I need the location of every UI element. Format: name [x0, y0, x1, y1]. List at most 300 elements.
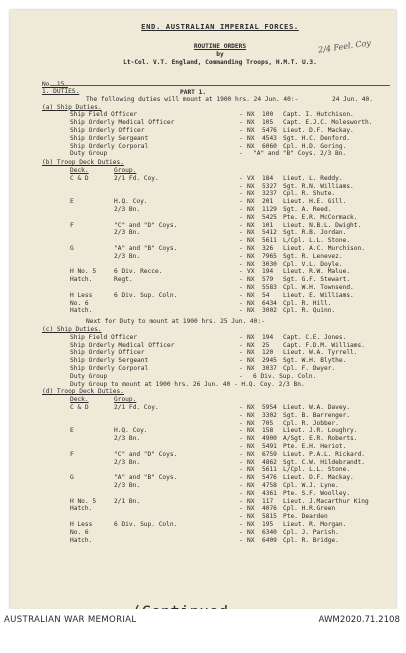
- deck-label: H No. 5: [70, 268, 97, 276]
- dash: -: [239, 411, 243, 419]
- officer-name: Capt. F.D.M. Williams.: [283, 341, 365, 349]
- service-number: 705: [262, 419, 274, 427]
- service-prefix: NX: [247, 229, 255, 237]
- service-number: 6060: [262, 142, 277, 150]
- troop-duty-row: [50, 435, 390, 443]
- group-label: 2/1 Fd. Coy.: [114, 174, 159, 182]
- troop-duties-heading: [42, 159, 390, 167]
- service-prefix: VX: [247, 174, 255, 182]
- group-header: Group.: [114, 167, 137, 174]
- personnel-name: Lieut. J.Macarthur King: [283, 497, 369, 505]
- deck-label: E: [70, 427, 74, 435]
- service-number: 3030: [262, 260, 277, 268]
- service-prefix: VX: [247, 268, 255, 276]
- troop-duty-row: [50, 498, 390, 506]
- service-prefix: NX: [247, 237, 255, 245]
- service-prefix: NX: [247, 206, 255, 213]
- dash: -: [239, 365, 243, 372]
- group-label: Regt.: [114, 276, 133, 284]
- personnel-name: L/Cpl. L.L. Stone.: [283, 237, 351, 245]
- officer-name: Capt. C.E. Jones.: [283, 333, 347, 341]
- service-number: 4758: [262, 482, 277, 489]
- ship-duties-heading: [42, 326, 390, 334]
- duty-role: Ship Orderly Officer: [70, 127, 145, 134]
- group-label: 2/1 Bn.: [114, 497, 141, 505]
- routine-orders-heading: ROUTINE ORDERS: [193, 43, 247, 50]
- service-number: 6340: [262, 528, 277, 536]
- orders-content: [42, 10, 390, 609]
- personnel-name: Cpl. R. Shute.: [283, 190, 336, 198]
- ship-duty-row: [50, 143, 390, 151]
- personnel-name: Cpl. W.H. Townsend.: [283, 284, 354, 291]
- dash: -: [239, 505, 243, 513]
- dash: -: [239, 307, 243, 315]
- dash: -: [239, 497, 243, 505]
- troop-duty-row: [50, 245, 390, 253]
- service-number: 5425: [262, 213, 277, 221]
- service-number: 5583: [262, 284, 277, 291]
- personnel-name: A/Sgt. E.R. Roberts.: [283, 435, 358, 443]
- service-number: 4900: [262, 435, 277, 443]
- dash: -: [239, 150, 243, 158]
- troop-duty-row: [50, 175, 390, 183]
- dash: -: [239, 276, 243, 284]
- troop-duty-row: [50, 505, 390, 513]
- by-line: by: [216, 51, 224, 58]
- duty-group-name: 6 Div. Sup. Coln.: [253, 372, 317, 380]
- personnel-name: Pte. E.R. McCormack.: [283, 213, 358, 221]
- dash: -: [239, 513, 243, 521]
- ship-duty-row: [50, 111, 390, 119]
- personnel-name: Cpl. W.J. Lyne.: [283, 482, 339, 489]
- service-prefix: NX: [247, 536, 255, 544]
- troop-duty-row: [50, 412, 390, 420]
- dash: -: [239, 489, 243, 497]
- deck-label: No. 6: [70, 528, 89, 536]
- group-label: "A" and "B" Coys.: [114, 474, 178, 482]
- service-number: 101: [262, 221, 274, 229]
- officer-name: Capt. I. Hutchison.: [283, 111, 354, 119]
- personnel-name: Lieut. P.A.L. Rickard.: [283, 450, 365, 458]
- dash: -: [239, 299, 243, 307]
- duty-role: Ship Orderly Corporal: [70, 142, 149, 150]
- personnel-name: Sgt. R. Lenevez.: [283, 252, 343, 260]
- service-number: 4543: [262, 134, 277, 142]
- deck-label: G: [70, 474, 74, 482]
- service-number: 6434: [262, 299, 277, 307]
- service-prefix: NX: [247, 252, 255, 260]
- personnel-name: Sgt. C.W. Hildebrandt.: [283, 458, 365, 466]
- troop-duty-row: [50, 490, 390, 498]
- troop-duty-row: [50, 261, 390, 269]
- troop-duty-row: [50, 466, 390, 474]
- officer-name: Lieut. W.A. Tyrrell.: [283, 349, 358, 357]
- service-number: 4076: [262, 505, 277, 513]
- group-label: 2/3 Bn.: [114, 252, 141, 260]
- troop-duty-row: [50, 427, 390, 435]
- duty-role: Ship Orderly Officer: [70, 349, 145, 357]
- group-label: 2/3 Bn.: [114, 458, 141, 466]
- duty-role: Ship Field Officer: [70, 333, 138, 341]
- deck-label: Hatch.: [70, 505, 93, 513]
- ship-duty-row: [50, 342, 390, 350]
- troop-duty-row: [50, 222, 390, 230]
- ship-duty-row: [50, 373, 390, 381]
- service-prefix: NX: [247, 276, 255, 284]
- next-duty-line: [50, 318, 390, 326]
- personnel-name: Cpl. R. Jobber.: [283, 419, 339, 427]
- service-prefix: NX: [247, 127, 255, 134]
- troop-duty-row: [50, 214, 390, 222]
- troop-duty-row: [50, 420, 390, 428]
- dash: -: [239, 174, 243, 182]
- duty-role: Duty Group: [70, 372, 108, 380]
- personnel-name: Sgt. R.B. Jordan.: [283, 229, 347, 237]
- service-prefix: NX: [247, 182, 255, 190]
- service-prefix: NX: [247, 450, 255, 458]
- personnel-name: Pte. Dearden: [283, 513, 328, 521]
- dash: -: [239, 458, 243, 466]
- troop-duty-row: [50, 529, 390, 537]
- order-date: 24 Jun. 40.: [332, 96, 373, 104]
- personnel-name: Lieut. H.E. Gill.: [283, 198, 347, 206]
- service-prefix: NX: [247, 341, 255, 349]
- service-number: 117: [262, 497, 274, 505]
- troop-duty-row: [50, 482, 390, 490]
- ship-duty-row: [50, 119, 390, 127]
- troop-duty-row: [50, 513, 390, 521]
- duty-role: Ship Orderly Sergeant: [70, 357, 149, 365]
- service-number: 5954: [262, 404, 277, 411]
- service-prefix: NX: [247, 307, 255, 315]
- personnel-name: Lieut. L. Reddy.: [283, 174, 343, 182]
- troop-duty-row: [50, 206, 390, 214]
- service-prefix: NX: [247, 284, 255, 291]
- service-number: 1129: [262, 206, 277, 213]
- deck-label: C & D: [70, 404, 89, 411]
- troop-duty-row: [50, 237, 390, 245]
- duties-heading: [42, 88, 390, 96]
- mount-note: Duty Group to mount at 1900 hrs. 26 Jun. 40 - H.Q. Coy. 2/3 Bn.: [70, 380, 305, 388]
- deck-label: C & D: [70, 174, 89, 182]
- dash: -: [239, 474, 243, 482]
- service-number: 184: [262, 174, 274, 182]
- personnel-name: Lieut. E. Williams.: [283, 291, 354, 299]
- dash: -: [239, 119, 243, 127]
- personnel-name: Lieut. W.A. Davey.: [283, 404, 351, 411]
- dash: -: [239, 245, 243, 252]
- service-prefix: NX: [247, 333, 255, 341]
- service-prefix: NX: [247, 411, 255, 419]
- dash: -: [239, 372, 243, 380]
- troop-duty-row: [50, 276, 390, 284]
- service-number: 5611: [262, 237, 277, 245]
- service-prefix: NX: [247, 482, 255, 489]
- group-label: 2/3 Bn.: [114, 229, 141, 237]
- duties-intro: [50, 96, 390, 104]
- group-label: 6 Div. Sup. Coln.: [114, 521, 178, 528]
- group-label: H.Q. Coy.: [114, 427, 148, 435]
- dash: -: [239, 427, 243, 435]
- group-label: "C" and "D" Coys.: [114, 221, 178, 229]
- dash: -: [239, 528, 243, 536]
- service-prefix: NX: [247, 190, 255, 198]
- troop-col-header: [50, 396, 390, 404]
- ship-duty-row: [50, 357, 390, 365]
- service-prefix: NX: [247, 458, 255, 466]
- dash: -: [239, 291, 243, 299]
- service-prefix: NX: [247, 466, 255, 474]
- dash: -: [239, 536, 243, 544]
- service-prefix: NX: [247, 419, 255, 427]
- service-prefix: NX: [247, 111, 255, 119]
- personnel-name: Lieut. N.B.L. Dwight.: [283, 221, 362, 229]
- service-prefix: NX: [247, 474, 255, 482]
- troop-duty-row: [50, 307, 390, 315]
- personnel-name: Pte. S.F. Woolley.: [283, 489, 351, 497]
- dash: -: [239, 341, 243, 349]
- service-prefix: NX: [247, 489, 255, 497]
- service-number: 194: [262, 268, 274, 276]
- subsection-heading: (d) Troop Deck Duties.: [42, 388, 124, 396]
- service-prefix: NX: [247, 213, 255, 221]
- personnel-name: Cpl. R. Bridge.: [283, 536, 339, 544]
- dash: -: [239, 127, 243, 134]
- duty-role: Ship Orderly Medical Officer: [70, 119, 175, 127]
- service-number: 158: [262, 427, 274, 435]
- next-duty-text: Next for Duty to mount at 1900 hrs. 25 Jun. 40:-: [86, 318, 265, 326]
- service-prefix: NX: [247, 404, 255, 411]
- service-number: 3302: [262, 411, 277, 419]
- service-prefix: NX: [247, 198, 255, 206]
- intro-text: The following duties will mount at 1900 hrs. 24 Jun. 40:-: [86, 95, 299, 103]
- personnel-name: Sgt. B. Barrenger.: [283, 411, 351, 419]
- ship-duty-row: [50, 349, 390, 357]
- subsection-heading: (c) Ship Duties.: [42, 326, 102, 333]
- personnel-name: Lieut. D.F. Mackay.: [283, 474, 354, 482]
- officer-name: Cpl. H.D. Goring.: [283, 142, 347, 150]
- document-page: [10, 10, 396, 609]
- ship-duty-row: [50, 150, 390, 158]
- troop-duty-row: [50, 268, 390, 276]
- personnel-name: Cpl. R. Hill.: [283, 299, 332, 307]
- deck-label: Hatch.: [70, 276, 93, 284]
- service-number: 195: [262, 521, 274, 528]
- deck-header: Deck.: [70, 396, 89, 404]
- personnel-name: L/Cpl. L.L. Stone.: [283, 466, 351, 474]
- personnel-name: Sgt. A. Reed.: [283, 206, 332, 213]
- dash: -: [239, 134, 243, 142]
- archive-footer: [0, 609, 406, 653]
- dash: -: [239, 419, 243, 427]
- service-number: 4862: [262, 458, 277, 466]
- duty-group-name: "A" and "B" Coys. 2/3 Bn.: [253, 150, 347, 158]
- personnel-name: Lieut. R. Morgan.: [283, 521, 347, 528]
- group-header: Group.: [114, 396, 137, 404]
- personnel-name: Lieut. A.C. Murchison.: [283, 245, 365, 252]
- commander-line: Lt-Col. V.T. England, Commanding Troops, H.M.T. U.3.: [123, 59, 317, 66]
- service-prefix: NX: [247, 291, 255, 299]
- ship-duties-heading: [42, 103, 390, 112]
- service-number: 54: [262, 291, 270, 299]
- personnel-name: Pte. E.H. Heriot.: [283, 443, 347, 450]
- service-prefix: NX: [247, 528, 255, 536]
- troop-col-header: [50, 167, 390, 175]
- personnel-name: Sgt. G.F. Stewart.: [283, 276, 351, 284]
- personnel-name: Cpl. H.R.Green: [283, 505, 336, 513]
- duty-role: Ship Orderly Medical Officer: [70, 341, 175, 349]
- archive-reference: AWM2020.71.2108: [318, 615, 400, 625]
- service-number: 5327: [262, 182, 277, 190]
- service-number: 3002: [262, 307, 277, 315]
- service-number: 4361: [262, 489, 277, 497]
- personnel-name: Cpl. J. Parish.: [283, 528, 339, 536]
- group-label: 2/3 Bn.: [114, 482, 141, 489]
- officer-name: Capt. E.J.C. Molesworth.: [283, 119, 373, 127]
- duty-role: Ship Field Officer: [70, 111, 138, 119]
- dash: -: [239, 190, 243, 198]
- ship-duty-row: [50, 365, 390, 373]
- service-prefix: NX: [247, 443, 255, 450]
- troop-duty-row: [50, 404, 390, 412]
- service-number: 194: [262, 333, 274, 341]
- subsection-heading: (a) Ship Duties.: [42, 103, 102, 111]
- group-label: 2/3 Bn.: [114, 435, 141, 443]
- officer-name: Sgt. H.C. Denford.: [283, 134, 351, 142]
- dash: -: [239, 443, 243, 450]
- troop-duty-row: [50, 292, 390, 300]
- deck-label: Hatch.: [70, 307, 93, 315]
- dash: -: [239, 357, 243, 365]
- service-number: 25: [262, 341, 270, 349]
- service-prefix: NX: [247, 119, 255, 127]
- dash: -: [239, 229, 243, 237]
- service-number: 3037: [262, 365, 277, 372]
- dash: -: [239, 221, 243, 229]
- handwritten-annotation: 2/4 Feel. Coy: [317, 38, 372, 55]
- deck-label: No. 6: [70, 299, 89, 307]
- troop-duty-row: [50, 443, 390, 451]
- ship-duty-row: [50, 127, 390, 135]
- personnel-name: Lieut. J.R. Loughry.: [283, 427, 358, 435]
- service-number: 5412: [262, 229, 277, 237]
- duty-role: Duty Group: [70, 150, 108, 158]
- dash: -: [239, 182, 243, 190]
- dash: -: [239, 213, 243, 221]
- archive-name: AUSTRALIAN WAR MEMORIAL: [4, 615, 137, 625]
- service-number: 6409: [262, 536, 277, 544]
- troop-duty-row: [50, 300, 390, 308]
- deck-label: Hatch.: [70, 536, 93, 544]
- service-prefix: NX: [247, 521, 255, 528]
- group-label: 6 Div. Sup. Coln.: [114, 291, 178, 299]
- dash: -: [239, 142, 243, 150]
- personnel-name: Cpl. R. Quinn.: [283, 307, 336, 315]
- subsection-heading: (b) Troop Deck Duties.: [42, 159, 124, 167]
- service-prefix: NX: [247, 245, 255, 252]
- service-number: 5476: [262, 474, 277, 482]
- service-number: 7965: [262, 252, 277, 260]
- service-prefix: NX: [247, 142, 255, 150]
- service-number: 120: [262, 349, 274, 357]
- service-number: 6759: [262, 450, 277, 458]
- service-prefix: NX: [247, 221, 255, 229]
- service-prefix: NX: [247, 505, 255, 513]
- service-number: 579: [262, 276, 274, 284]
- dash: -: [239, 404, 243, 411]
- dash: -: [239, 466, 243, 474]
- dash: -: [239, 260, 243, 268]
- group-label: 6 Div. Recce.: [114, 268, 163, 276]
- duty-role: Ship Orderly Sergeant: [70, 134, 149, 142]
- duty-role: Ship Orderly Corporal: [70, 365, 149, 372]
- troop-duty-row: [50, 190, 390, 198]
- service-number: 326: [262, 245, 274, 252]
- service-number: 5611: [262, 466, 277, 474]
- troop-duty-row: [50, 451, 390, 459]
- service-number: 5476: [262, 127, 277, 134]
- troop-duty-row: [50, 253, 390, 261]
- service-number: 105: [262, 119, 274, 127]
- service-prefix: NX: [247, 513, 255, 521]
- service-number: 3237: [262, 190, 277, 198]
- service-number: 5815: [262, 513, 277, 521]
- troop-duty-row: [50, 459, 390, 467]
- order-number: No. 15.: [42, 80, 69, 88]
- service-prefix: NX: [247, 349, 255, 357]
- troop-duty-row: [50, 198, 390, 206]
- mount-note-line: [50, 381, 390, 389]
- dash: -: [239, 268, 243, 276]
- group-label: 2/1 Fd. Coy.: [114, 404, 159, 411]
- personnel-name: Lieut. R.W. Malue.: [283, 268, 351, 276]
- troop-duty-row: [50, 183, 390, 191]
- service-number: 201: [262, 198, 274, 206]
- troop-duty-row: [50, 284, 390, 292]
- document-title: END. AUSTRALIAN IMPERIAL FORCES.: [141, 22, 299, 31]
- troop-duties-heading: [42, 388, 390, 396]
- deck-label: H Less: [70, 291, 93, 299]
- deck-label: H Less: [70, 521, 93, 528]
- service-number: 5491: [262, 443, 277, 450]
- personnel-name: Sgt. R.N. Williams.: [283, 182, 354, 190]
- deck-label: F: [70, 221, 74, 229]
- service-prefix: NX: [247, 497, 255, 505]
- dash: -: [239, 237, 243, 245]
- service-prefix: NX: [247, 435, 255, 443]
- service-number: 2945: [262, 357, 277, 365]
- part-label: PART 1.: [180, 88, 207, 96]
- service-prefix: NX: [247, 260, 255, 268]
- ship-duty-row: [50, 135, 390, 143]
- deck-label: G: [70, 245, 74, 252]
- service-prefix: NX: [247, 357, 255, 365]
- dash: -: [239, 521, 243, 528]
- service-prefix: NX: [247, 427, 255, 435]
- service-prefix: NX: [247, 299, 255, 307]
- service-prefix: NX: [247, 365, 255, 372]
- officer-name: Sgt. W.H. Blythe.: [283, 357, 347, 365]
- troop-duty-row: [50, 229, 390, 237]
- dash: -: [239, 450, 243, 458]
- deck-label: H No. 5: [70, 497, 97, 505]
- group-label: H.Q. Coy.: [114, 198, 148, 206]
- dash: -: [239, 349, 243, 357]
- dash: -: [239, 482, 243, 489]
- dash: -: [239, 198, 243, 206]
- deck-header: Deck.: [70, 167, 89, 174]
- dash: -: [239, 206, 243, 213]
